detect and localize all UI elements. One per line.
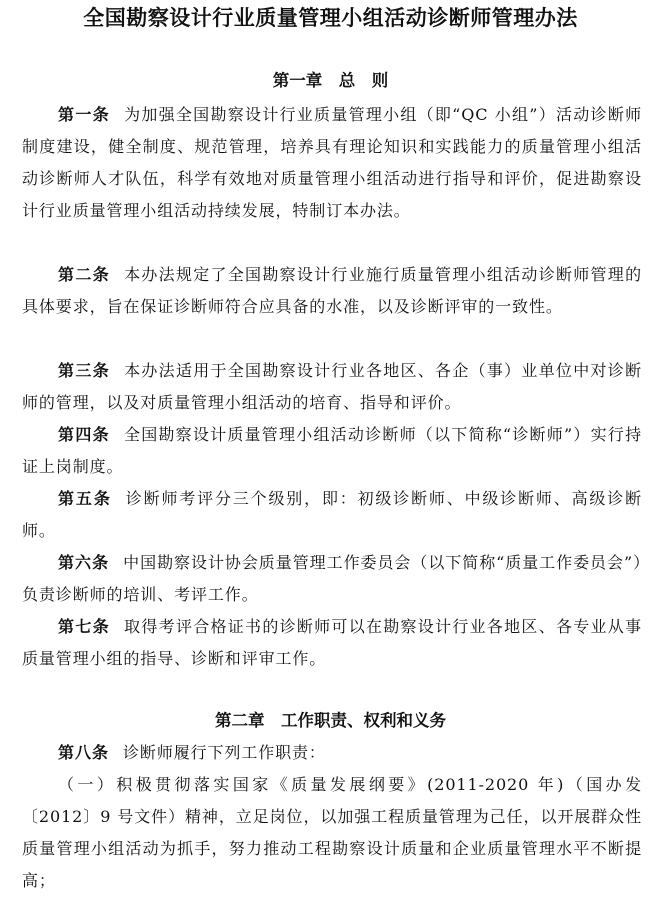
- chapter-heading-1: 第一章 总 则: [272, 71, 389, 90]
- article-2: [22, 259, 642, 323]
- article-label: 第三条: [58, 361, 111, 380]
- article-7: [22, 611, 642, 675]
- article-3: [22, 355, 642, 419]
- article-1: [22, 99, 642, 227]
- article-6: [22, 547, 642, 611]
- document-title: 全国勘察设计行业质量管理小组活动诊断师管理办法: [83, 6, 578, 30]
- article-label: 第五条: [58, 489, 112, 508]
- article-text: 全国勘察设计质量管理小组活动诊断师（以下简称“诊断师”）实行持证上岗制度。: [22, 425, 642, 476]
- article-label: 第六条: [58, 553, 110, 572]
- article-label: 第八条: [58, 743, 110, 762]
- article-text: 诊断师考评分三个级别，即：初级诊断师、中级诊断师、高级诊断师。: [22, 489, 642, 540]
- article-label: 第七条: [58, 617, 111, 636]
- article-text: 本办法规定了全国勘察设计行业施行质量管理小组活动诊断师管理的具体要求，旨在保证诊断师符合应具备的水准，以及诊断评审的一致性。: [22, 265, 642, 316]
- article-4: [22, 419, 642, 483]
- article-text: 中国勘察设计协会质量管理工作委员会（以下简称“质量工作委员会”）负责诊断师的培训、考评工作。: [22, 553, 642, 604]
- article-label: 第一条: [58, 105, 111, 124]
- article-8: [22, 737, 642, 769]
- article-text: 诊断师履行下列工作职责：: [123, 743, 326, 762]
- article-label: 第二条: [58, 265, 111, 284]
- article-5: [22, 483, 642, 547]
- article-text: 取得考评合格证书的诊断师可以在勘察设计行业各地区、各专业从事质量管理小组的指导、诊断和评审工作。: [22, 617, 642, 668]
- article-text: 为加强全国勘察设计行业质量管理小组（即“QC 小组”）活动诊断师制度建设，健全制度、规范管理，培养具有理论知识和实践能力的质量管理小组活动诊断师人才队伍，科学有效地对质量管理小组活动进行指导和评价，促进勘察设计行业质量管理小组活动持续发展，特制订本办法。: [22, 105, 642, 220]
- chapter-heading-2: 第二章 工作职责、权利和义务: [215, 711, 446, 730]
- article-label: 第四条: [58, 425, 110, 444]
- article-text: 本办法适用于全国勘察设计行业各地区、各企（事）业单位中对诊断师的管理，以及对质量管理小组活动的培育、指导和评价。: [22, 361, 642, 412]
- clause-item-1: （一）积极贯彻落实国家《质量发展纲要》(2011-2020 年)（国办发〔2012〕9 号文件）精神，立足岗位，以加强工程质量管理为己任，以开展群众性质量管理小组活动为抓手，努力推动工程勘察设计质量和企业质量管理水平不断提高；: [22, 775, 642, 890]
